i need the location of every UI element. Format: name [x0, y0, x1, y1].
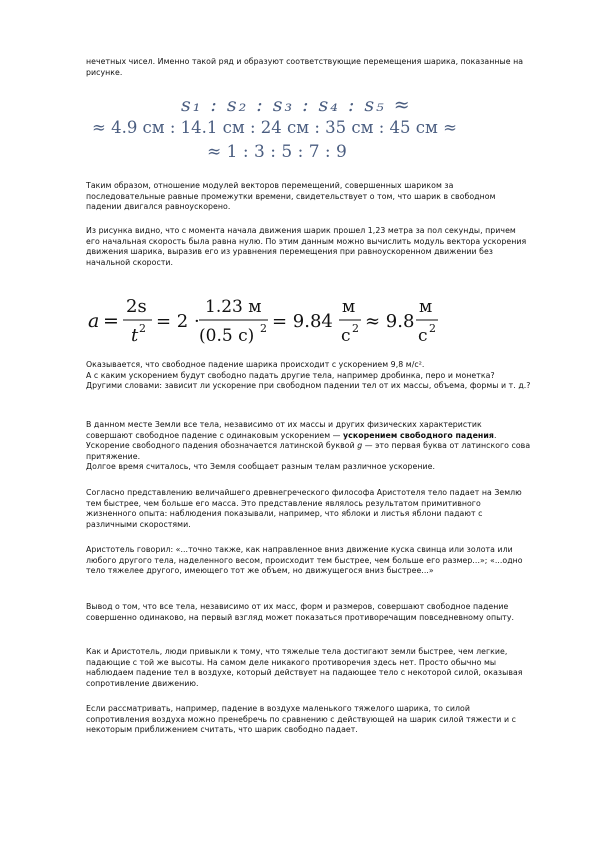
ratio-formula-line-1: s₁ : s₂ : s₃ : s₄ : s₅ ≈ — [181, 94, 412, 116]
paragraph-5 — [86, 488, 531, 530]
ratio-formula-line-2: ≈ 4.9 см : 14.1 см : 24 см : 35 см : 45 см ≈ — [92, 118, 457, 137]
gravity-text-after: — это первая буква от латинского сова притяжение. Долгое время считалось, что Земля сообщает разным телам различное ускорение. — [86, 441, 531, 472]
paragraph-4 — [86, 360, 531, 392]
paragraph-1 — [86, 57, 531, 78]
paragraph-gravity — [86, 420, 531, 473]
formula-mid1: = 2 · — [156, 311, 200, 332]
unit2-den-exponent: 2 — [429, 322, 436, 335]
unit1-den-exponent: 2 — [352, 322, 359, 335]
gravity-letter: g — [357, 441, 363, 451]
paragraph-8 — [86, 647, 531, 689]
gravity-term: ускорением свободного падения — [343, 430, 494, 440]
frac1-den-exponent: 2 — [139, 322, 146, 335]
unit2-denominator: с — [418, 326, 428, 346]
acceleration-formula — [86, 290, 446, 350]
paragraph-7 — [86, 602, 531, 623]
paragraph-text: нечетных чисел. Именно такой ряд и образуют соответствующие перемещения шарика, показанные на рисунке. — [86, 57, 524, 77]
unit2-numerator: м — [419, 297, 433, 317]
ratio-formula — [86, 94, 486, 166]
gravity-text-middle: . Ускорение свободного падения обозначается латинской буквой — [86, 430, 497, 451]
frac1-denominator: t — [131, 325, 139, 346]
paragraph-9 — [86, 704, 531, 736]
frac2-denominator: (0.5 с) — [199, 326, 255, 346]
frac2-numerator: 1.23 м — [205, 297, 262, 317]
paragraph-text: Из рисунка видно, что с момента начала движения шарик прошел 1,23 метра за пол секунды, причем его начальная скорость была равна нулю. По этим данным можно вычислить модуль вектора ускорения движения шарика, выразив его из уравнения перемещения при равноускоренном движении без начальной скорости. — [86, 226, 527, 267]
frac1-numerator: 2s — [126, 296, 147, 317]
formula-a: a — [88, 310, 100, 332]
paragraph-6 — [86, 545, 531, 577]
paragraph-text: Как и Аристотель, люди привыкли к тому, что тяжелые тела достигают земли быстрее, чем легкие, падающие с той же высоты. На самом деле никакого противоречия здесь нет. Просто обычно мы наблюдаем падение тел в воздухе, который действует на падающее тело с некоторой силой, оказывая сопротивление движению. — [86, 647, 523, 688]
formula-eq: = — [103, 310, 119, 332]
formula-mid2: = 9.84 — [272, 311, 333, 332]
unit1-numerator: м — [342, 297, 356, 317]
paragraph-text — [86, 420, 531, 473]
paragraph-2 — [86, 181, 531, 213]
paragraph-text: Аристотель говорил: «...точно также, как направленное вниз движение куска свинца или золота или любого другого тела, наделенного весом, происходит тем быстрее, чем больше его размер...»; «...одно тело тяжелее другого, имеющего тот же объем, но движущегося вниз быстрее...» — [86, 545, 523, 576]
paragraph-3 — [86, 226, 531, 268]
paragraph-text: Если рассматривать, например, падение в воздухе маленького тяжелого шарика, то силой сопротивления воздуха можно пренебречь по сравнению с действующей на шарик силой тяжести и с некоторым приближением считать, что шарик свободно падает. — [86, 704, 516, 735]
paragraph-text: Таким образом, отношение модулей векторов перемещений, совершенных шариком за последовательные равные промежутки времени, свидетельствует о том, что шарик в свободном падении двигался равноускорено. — [86, 181, 496, 212]
ratio-formula-line-3: ≈ 1 : 3 : 5 : 7 : 9 — [207, 142, 347, 162]
paragraph-text: Вывод о том, что все тела, независимо от их масс, форм и размеров, совершают свободное падение совершенно одинаково, на первый взгляд может показаться противоречащим повседневному опыту. — [86, 602, 515, 622]
paragraph-text: Согласно представлению величайшего древнегреческого философа Аристотеля тело падает на Землю тем быстрее, чем больше его масса. Это представление являлось результатом примитивного жизненного опыта: наблюдения показывали, например, что яблоки и листья яблони падают с различными скоростями. — [86, 488, 522, 529]
gravity-text-before: В данном месте Земли все тела, независимо от их массы и других физических характеристик совершают свободное падение с одинаковым ускорением — — [86, 420, 482, 440]
frac2-den-exponent: 2 — [260, 322, 267, 335]
paragraph-text: Оказывается, что свободное падение шарика происходит с ускорением 9,8 м/с². А с каким ускорением будут свободно падать другие тела, например дробинка, перо и монетка? Другими словами: зависит ли ускорение при свободном падении тел от их массы, объема, формы и т. д.? — [86, 360, 531, 391]
unit1-denominator: с — [341, 326, 351, 346]
formula-approx: ≈ 9.8 — [365, 311, 415, 332]
